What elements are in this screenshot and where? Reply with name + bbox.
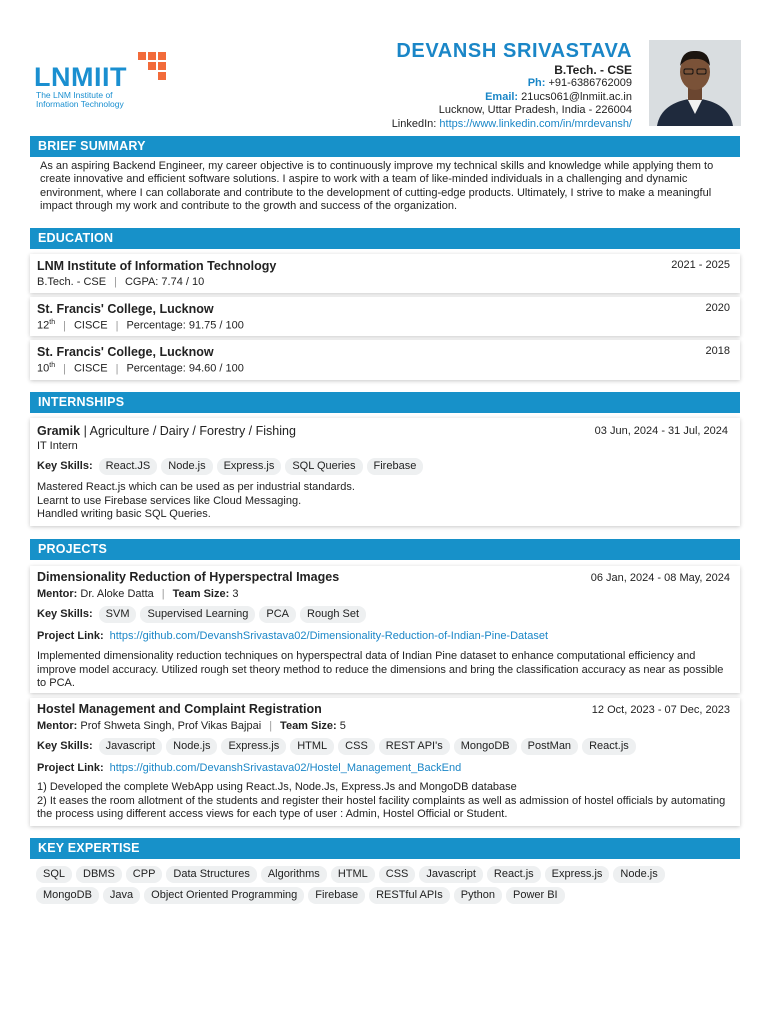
team-size-label: Team Size: bbox=[172, 588, 230, 600]
linkedin-label: LinkedIn: bbox=[391, 117, 437, 130]
project-item: Dimensionality Reduction of Hyperspectral Images 06 Jan, 2024 - 08 May, 2024 Mentor: Dr. Aloke Datta | Team Size: 3 Key Skills: SVM Supervised Learning PCA Rough Set Project Link: https://github.com/DevanshSrivastava02/Dimensionality-Reduction-of-Indian-Pine-Dataset Implemented dimensionality reduction techniques on hyperspectral data of Indian Pine dataset to enhance computational efficiency and improve model accuracy. Utilized rough set theory method to reduce the dimensions and bring the classification accuracy as near as possible to PCA. bbox=[30, 566, 740, 693]
expertise-tag: Javascript bbox=[419, 866, 483, 883]
skill-tag: MongoDB bbox=[454, 738, 517, 755]
skill-tag: CSS bbox=[338, 738, 375, 755]
degree: B.Tech. - CSE bbox=[554, 63, 632, 77]
skill-tag: Express.js bbox=[221, 738, 286, 755]
education-date: 2021 - 2025 bbox=[671, 259, 730, 271]
expertise-tag: Java bbox=[103, 887, 140, 904]
grade-suffix: th bbox=[49, 362, 56, 369]
skill-tag: Supervised Learning bbox=[140, 606, 255, 623]
percentage-label: Percentage: bbox=[126, 319, 186, 332]
project-name: Dimensionality Reduction of Hyperspectral Images bbox=[37, 570, 340, 584]
institute-logo bbox=[34, 50, 174, 114]
school-name: St. Francis' College, Lucknow bbox=[37, 302, 214, 316]
project-link-label: Project Link: bbox=[37, 630, 104, 642]
skill-tag: Rough Set bbox=[300, 606, 366, 623]
skill-tag: Firebase bbox=[367, 458, 424, 475]
expertise-row bbox=[36, 866, 669, 883]
skills-row bbox=[37, 458, 427, 475]
phone-value: +91-6386762009 bbox=[548, 77, 632, 89]
skills-label: Key Skills: bbox=[37, 740, 93, 752]
expertise-tag: Data Structures bbox=[166, 866, 256, 883]
contact-block bbox=[232, 40, 632, 131]
expertise-tag: Object Oriented Programming bbox=[144, 887, 304, 904]
percentage-label: Percentage: bbox=[126, 362, 186, 375]
address: Lucknow, Uttar Pradesh, India - 226004 bbox=[438, 104, 632, 116]
logo-text: LNMIIT bbox=[34, 62, 127, 92]
skill-tag: PCA bbox=[259, 606, 296, 623]
internship-date: 03 Jun, 2024 - 31 Jul, 2024 bbox=[594, 425, 728, 437]
logo-subtitle: The LNM Institute of Information Technology bbox=[36, 90, 124, 109]
mentor-label: Mentor: bbox=[37, 720, 78, 732]
expertise-section-title: KEY EXPERTISE bbox=[30, 838, 740, 859]
grade-suffix: th bbox=[49, 319, 56, 326]
percentage-value: 91.75 / 100 bbox=[188, 319, 244, 332]
project-item: Hostel Management and Complaint Registration 12 Oct, 2023 - 07 Dec, 2023 Mentor: Prof Shweta Singh, Prof Vikas Bajpai | Team Size: 5 Key Skills: Javascript Node.js Express.js HTML CSS REST API's MongoDB PostMan React.js Project Link: https://github.com/DevanshSrivastava02/Hostel_Management_BackEnd 1) Developed the complete WebApp using React.Js, Node.Js, Express.Js and MongoDB database 2) It eases the room allotment of the students and register their hostel facility complaints as well as admission of hostel officials by automating the process using different access views for each type of user : Admin, Hostel Official or Student. bbox=[30, 698, 740, 826]
company-domain: | Agriculture / Dairy / Forestry / Fishing bbox=[83, 424, 296, 438]
logo-grid-icon bbox=[138, 52, 168, 82]
expertise-tag: CSS bbox=[379, 866, 416, 883]
summary-text: As an aspiring Backend Engineer, my career objective is to continuously improve my technical skills and knowledge while applying them to create innovative and efficient software solutions. I aspire to work with a team of like-minded individuals in a challenging and dynamic environment, where I can collaborate and contribute to the development of cutting-edge products. Ultimately, I strive to make a meaningful impact through my work and contribute to the growth and success of the organization. bbox=[40, 160, 714, 212]
mentor-value: Prof Shweta Singh, Prof Vikas Bajpai bbox=[80, 720, 262, 732]
candidate-name: DEVANSH SRIVASTAVA bbox=[396, 40, 632, 62]
skill-tag: HTML bbox=[290, 738, 334, 755]
skills-label: Key Skills: bbox=[37, 460, 93, 472]
grade: 12 bbox=[37, 319, 50, 332]
education-item: St. Francis' College, Lucknow 2018 10th | CISCE | Percentage: 94.60 / 100 bbox=[30, 340, 740, 380]
education-section-title: EDUCATION bbox=[30, 228, 740, 249]
company-name: Gramik bbox=[37, 424, 81, 438]
expertise-row bbox=[36, 887, 569, 904]
grade: 10 bbox=[37, 362, 50, 375]
team-size-label: Team Size: bbox=[280, 720, 337, 732]
school-name: LNM Institute of Information Technology bbox=[37, 259, 277, 273]
expertise-tag: CPP bbox=[126, 866, 163, 883]
percentage-value: 94.60 / 100 bbox=[188, 362, 244, 375]
skills-row bbox=[37, 738, 640, 755]
skill-tag: Node.js bbox=[166, 738, 217, 755]
expertise-tag: SQL bbox=[36, 866, 72, 883]
project-description: Implemented dimensionality reduction techniques on hyperspectral data of Indian Pine dataset to enhance computational efficiency and improve model accuracy. Utilized rough set theory method to reduce the dimensions and bring the classification accuracy as near as possible to PCA. bbox=[37, 650, 724, 689]
education-item: LNM Institute of Information Technology 2021 - 2025 B.Tech. - CSE | CGPA: 7.74 / 10 bbox=[30, 254, 740, 293]
education-item: St. Francis' College, Lucknow 2020 12th | CISCE | Percentage: 91.75 / 100 bbox=[30, 297, 740, 336]
skills-row bbox=[37, 606, 370, 623]
expertise-tag: DBMS bbox=[76, 866, 122, 883]
project-date: 12 Oct, 2023 - 07 Dec, 2023 bbox=[591, 704, 730, 716]
skill-tag: SQL Queries bbox=[285, 458, 362, 475]
profile-photo bbox=[649, 40, 741, 126]
internship-point: Handled writing basic SQL Queries. bbox=[37, 508, 211, 520]
expertise-tag: React.js bbox=[487, 866, 541, 883]
team-size-value: 3 bbox=[232, 588, 239, 600]
project-point: 1) Developed the complete WebApp using React.Js, Node.Js, Express.Js and MongoDB database bbox=[37, 781, 517, 793]
expertise-tag: Python bbox=[454, 887, 502, 904]
mentor-value: Dr. Aloke Datta bbox=[80, 588, 154, 600]
skill-tag: React.JS bbox=[99, 458, 158, 475]
board: CISCE bbox=[73, 319, 108, 332]
expertise-tag: HTML bbox=[331, 866, 375, 883]
internship-item bbox=[30, 418, 740, 526]
skill-tag: React.js bbox=[582, 738, 636, 755]
expertise-tag: Algorithms bbox=[261, 866, 327, 883]
skill-tag: PostMan bbox=[521, 738, 578, 755]
skill-tag: SVM bbox=[99, 606, 137, 623]
skill-tag: Express.js bbox=[217, 458, 282, 475]
role: IT Intern bbox=[37, 440, 78, 452]
education-date: 2018 bbox=[705, 345, 730, 357]
project-point: 2) It eases the room allotment of the students and register their hostel facility complaints as well as admission of hostel officials by automating the process using different access views for each type of user : Admin, Hostel Official or Student. bbox=[37, 794, 726, 820]
internships-section-title: INTERNSHIPS bbox=[30, 392, 740, 413]
project-name: Hostel Management and Complaint Registration bbox=[37, 702, 322, 716]
education-date: 2020 bbox=[705, 302, 730, 314]
school-name: St. Francis' College, Lucknow bbox=[37, 345, 214, 359]
expertise-tag: RESTful APIs bbox=[369, 887, 450, 904]
project-link[interactable]: https://github.com/DevanshSrivastava02/Dimensionality-Reduction-of-Indian-Pine-Dataset bbox=[109, 630, 549, 642]
degree-name: B.Tech. - CSE bbox=[37, 276, 107, 288]
expertise-tag: Node.js bbox=[613, 866, 664, 883]
projects-section-title: PROJECTS bbox=[30, 539, 740, 560]
cgpa-label: CGPA: bbox=[124, 276, 159, 288]
expertise-tag: Firebase bbox=[308, 887, 365, 904]
phone-label: Ph: bbox=[527, 77, 546, 89]
cgpa-value: 7.74 / 10 bbox=[161, 276, 205, 288]
internship-point: Mastered React.js which can be used as per industrial standards. bbox=[37, 481, 355, 493]
project-link[interactable]: https://github.com/DevanshSrivastava02/Hostel_Management_BackEnd bbox=[109, 762, 462, 774]
expertise-tag: MongoDB bbox=[36, 887, 99, 904]
skill-tag: REST API's bbox=[379, 738, 450, 755]
mentor-label: Mentor: bbox=[37, 588, 78, 600]
team-size-value: 5 bbox=[339, 720, 346, 732]
internship-point: Learnt to use Firebase services like Cloud Messaging. bbox=[37, 494, 302, 507]
board: CISCE bbox=[73, 362, 108, 375]
expertise-tag: Express.js bbox=[545, 866, 610, 883]
project-link-label: Project Link: bbox=[37, 762, 104, 774]
linkedin-link[interactable]: https://www.linkedin.com/in/mrdevansh/ bbox=[439, 117, 632, 130]
email-label: Email: bbox=[485, 90, 519, 103]
email-value[interactable]: 21ucs061@lnmiit.ac.in bbox=[521, 90, 632, 103]
summary-section-title: BRIEF SUMMARY bbox=[30, 136, 740, 157]
project-date: 06 Jan, 2024 - 08 May, 2024 bbox=[590, 572, 730, 584]
expertise-tag: Power BI bbox=[506, 887, 565, 904]
skills-label: Key Skills: bbox=[37, 608, 93, 620]
skill-tag: Node.js bbox=[161, 458, 212, 475]
skill-tag: Javascript bbox=[99, 738, 163, 755]
